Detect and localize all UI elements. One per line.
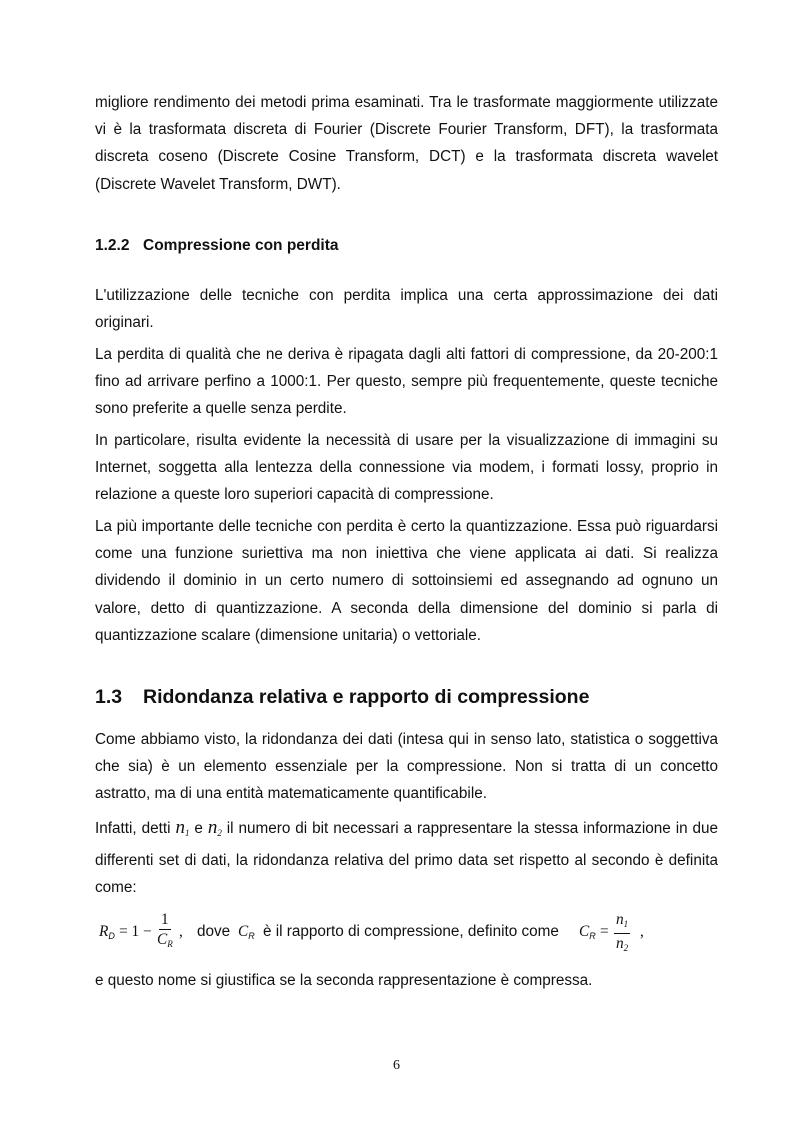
formula-fraction: $\frac{1}{C_R}$ bbox=[157, 911, 173, 949]
subsection-number: 1.2.2 bbox=[95, 237, 130, 254]
formula-cr: $C_R$ bbox=[238, 923, 255, 941]
section-number: 1.3 bbox=[95, 686, 123, 708]
body-paragraph: La più importante delle tecniche con perdita è certo la quantizzazione. Essa può riguardarsi come una funzione suriettiva ma non iniettiva che viene applicata ai dati. Si realizza dividendo il dominio in un certo numero di sottoinsiemi ed assegnando ad ognuno un valore, detto di quantizzazione. A seconda della dimensione del dominio si parla di quantizzazione scalare (dimensione unitaria) o vettoriale. bbox=[95, 518, 718, 644]
math-n1: $n_1$ bbox=[175, 817, 190, 838]
text-fragment: e bbox=[194, 820, 203, 837]
formula-redundancy bbox=[95, 906, 718, 962]
subsection-heading-1-2-2 bbox=[95, 237, 339, 255]
text-fragment: Infatti, detti bbox=[95, 820, 171, 837]
body-paragraph: e questo nome si giustifica se la seconda rappresentazione è compressa. bbox=[95, 972, 593, 989]
body-paragraph-with-math bbox=[95, 814, 718, 902]
formula-text: è il rapporto di compressione, definito come bbox=[263, 923, 559, 940]
formula-trailing-comma: , bbox=[640, 923, 644, 940]
body-paragraph: L'utilizzazione delle tecniche con perdita implica una certa approssimazione dei dati originari. bbox=[95, 287, 718, 332]
formula-fraction-n1-n2: $\frac{n_1}{n_2}$ bbox=[616, 911, 629, 953]
formula-text-dove: dove bbox=[197, 923, 231, 940]
body-paragraph: La perdita di qualità che ne deriva è ripagata dagli alti fattori di compressione, da 20-200:1 fino ad arrivare perfino a 1000:1. Per questo, sempre più frequentemente, queste tecniche sono preferite a quelle senza perdite. bbox=[95, 346, 718, 418]
body-paragraph: In particolare, risulta evidente la necessità di usare per la visualizzazione di immagini su Internet, soggetta alla lentezza della connessione via modem, i formati lossy, proprio in relazione a queste loro superiori capacità di compressione. bbox=[95, 432, 718, 504]
formula-lhs: $R_D = 1$ − bbox=[99, 923, 152, 941]
section-title: Ridondanza relativa e rapporto di compressione bbox=[143, 686, 590, 708]
page-number: 6 bbox=[393, 1058, 400, 1073]
section-heading-1-3 bbox=[95, 686, 589, 709]
formula-cr2: $C_R$ = bbox=[579, 923, 609, 941]
text-fragment: il numero di bit necessari a rappresentare la stessa informazione in due differenti set di dati, la ridondanza relativa del primo data set rispetto al secondo è definita come: bbox=[95, 820, 719, 897]
body-paragraph: Come abbiamo visto, la ridondanza dei dati (intesa qui in senso lato, statistica o soggettiva che sia) è un elemento essenziale per la compressione. Non si tratta di un concetto astratto, ma di una entità matematicamente quantificabile. bbox=[95, 731, 718, 803]
continuation-paragraph: migliore rendimento dei metodi prima esaminati. Tra le trasformate maggiormente utilizzate vi è la trasformata discreta di Fourier (Discrete Fourier Transform, DFT), la trasformata discreta coseno (Discrete Cosine Transform, DCT) e la trasformata discreta wavelet (Discrete Wavelet Transform, DWT). bbox=[95, 94, 718, 193]
subsection-title: Compressione con perdita bbox=[143, 237, 339, 254]
math-n2: $n_2$ bbox=[207, 817, 222, 838]
formula-comma: , bbox=[179, 923, 183, 940]
